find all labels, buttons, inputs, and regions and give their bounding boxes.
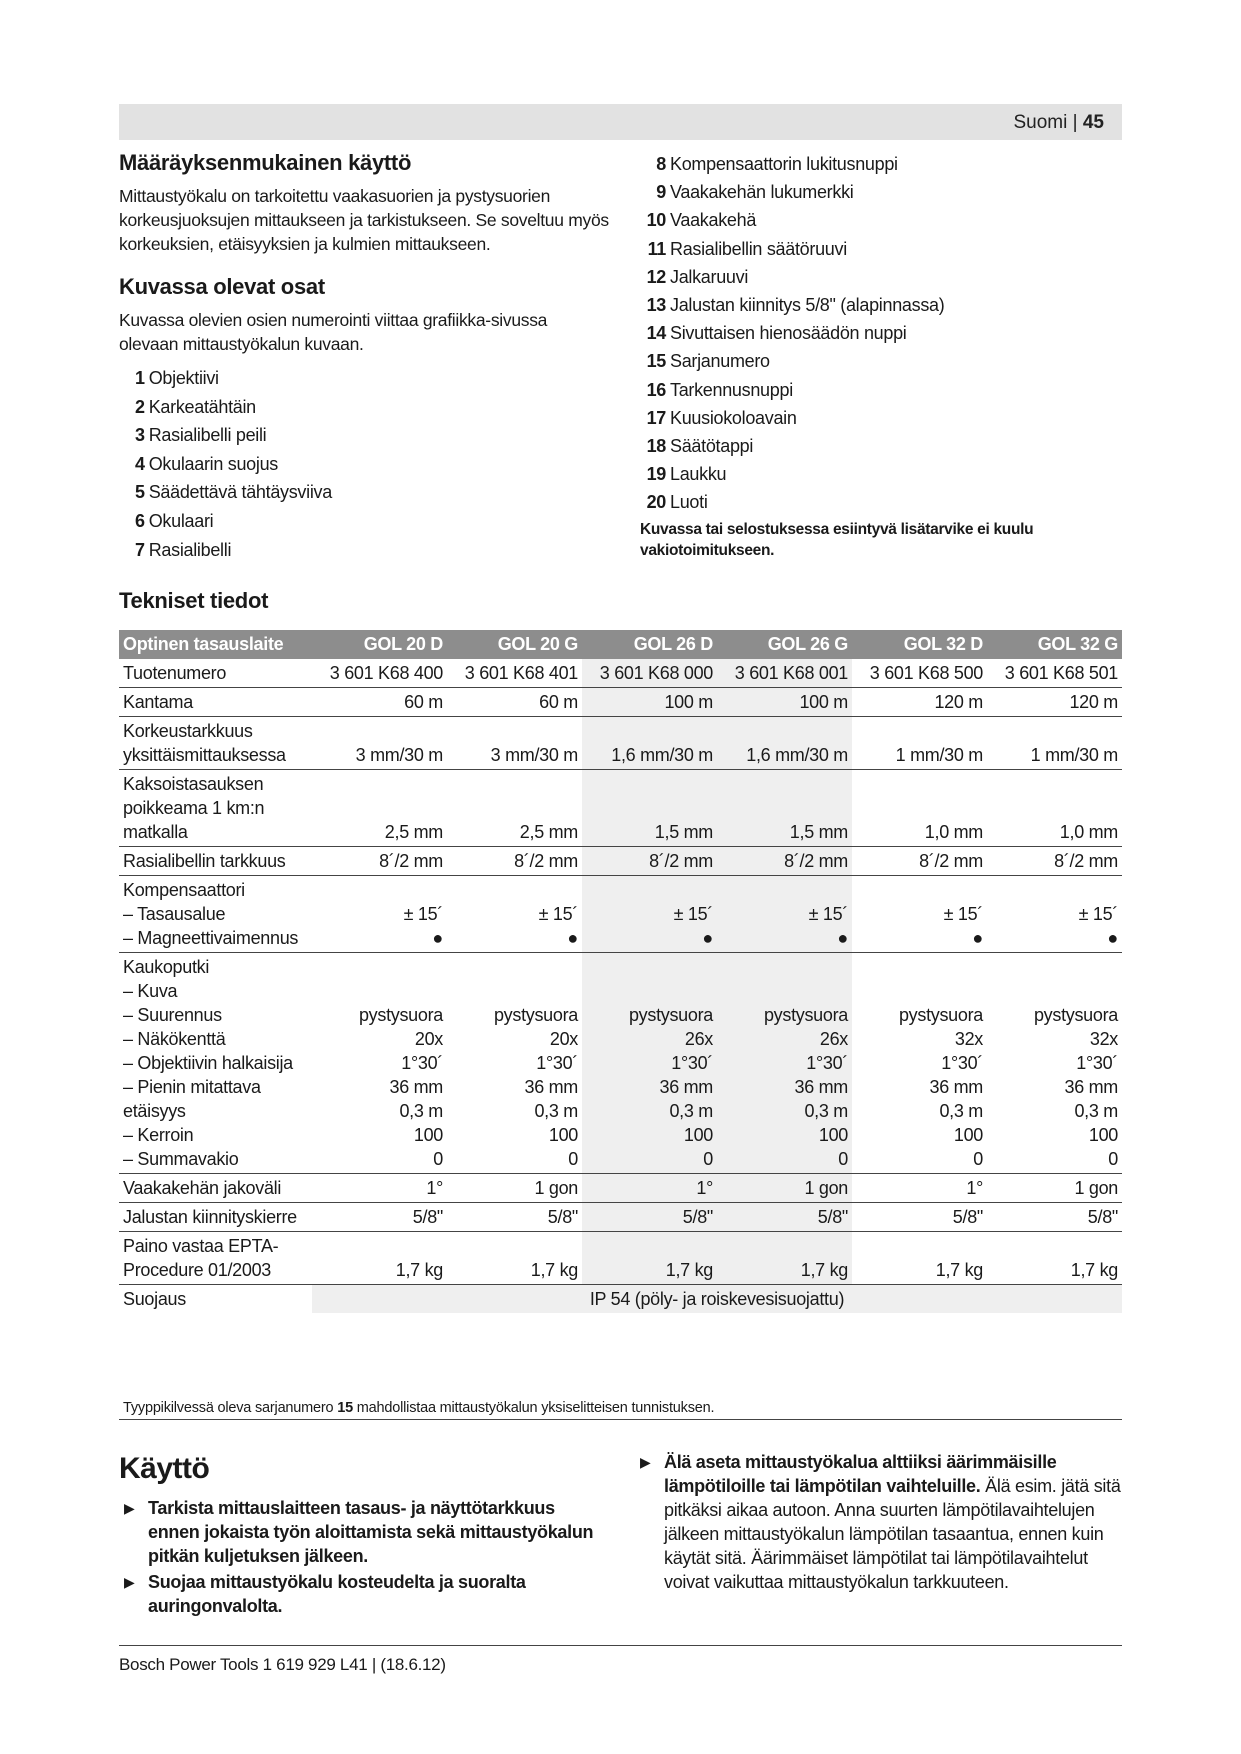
row-label — [119, 953, 312, 1174]
list-item — [640, 460, 1122, 488]
table-cell: 1 gon — [447, 1174, 582, 1203]
item-num: 7 — [135, 539, 145, 560]
list-item — [640, 150, 1122, 178]
table-cell: 5/8" — [987, 1203, 1122, 1232]
table-cell: 1,5 mm — [582, 770, 717, 847]
item-label: Säätötappi — [670, 436, 754, 457]
table-cell: 1,7 kg — [852, 1232, 987, 1285]
table-row — [119, 770, 1122, 847]
table-cell: 1 mm/30 m — [987, 717, 1122, 770]
diameter-value: 36 mm — [659, 1077, 713, 1097]
footer-rule — [119, 1645, 1122, 1646]
table-cell: 1,5 mm — [717, 770, 852, 847]
list-item — [640, 432, 1122, 460]
warning-3 — [640, 1450, 1122, 1594]
table-cell: 1,7 kg — [447, 1232, 582, 1285]
table-row — [119, 876, 1122, 953]
table-row — [119, 1203, 1122, 1232]
field-value: 1°30´ — [401, 1053, 443, 1073]
table-cell: 3 601 K68 501 — [987, 659, 1122, 688]
list-item — [135, 393, 609, 422]
table-cell: 8´/2 mm — [717, 847, 852, 876]
list-item — [135, 507, 609, 536]
damping-value: ● — [1107, 928, 1118, 948]
item-num: 15 — [646, 351, 666, 372]
mag-value: 26x — [684, 1029, 713, 1049]
table-cell: 120 m — [852, 688, 987, 717]
min-distance-value: 0,3 m — [1074, 1101, 1118, 1121]
table-cell: 120 m — [987, 688, 1122, 717]
compensator-damping-label: – Magneettivaimennus — [123, 928, 299, 948]
field-value: 1°30´ — [671, 1053, 713, 1073]
components-title: Kuvassa olevat osat — [119, 274, 325, 299]
min-distance-value: 0,3 m — [804, 1101, 848, 1121]
model-header: GOL 32 D — [852, 630, 987, 659]
item-label: Karkeatähtäin — [148, 396, 256, 417]
list-item — [640, 404, 1122, 432]
item-num: 19 — [646, 464, 666, 485]
table-cell: 3 601 K68 400 — [312, 659, 447, 688]
mag-value: 20x — [549, 1029, 578, 1049]
table-cell: 2,5 mm — [447, 770, 582, 847]
mag-value: 32x — [954, 1029, 983, 1049]
item-label: Kuusiokoloavain — [670, 407, 797, 428]
table-cell: 1° — [582, 1174, 717, 1203]
row-label: Tuotenumero — [119, 659, 312, 688]
table-row — [119, 688, 1122, 717]
image-value: pystysuora — [763, 1005, 848, 1025]
warning-text: Älä esim. jätä sitä pitkäksi aikaa autoon. Anna suurten lämpötilavaihtelujen jälkeen mittaustyökalun lämpötilan tasaantua, ennen kuin käytät sitä. Äärimmäiset lämpötilat tai lämpötilavaihtelut voivat vaikuttaa mittaustyökalun tarkkuuteen. — [664, 1476, 1121, 1592]
mag-value: 26x — [819, 1029, 848, 1049]
table-cell — [852, 876, 987, 953]
table-cell — [582, 953, 717, 1174]
item-num: 17 — [646, 407, 666, 428]
row-label: Kantama — [119, 688, 312, 717]
item-label: Sivuttaisen hienosäädön nuppi — [670, 323, 907, 344]
factor-value: 100 — [548, 1125, 578, 1145]
row-label — [119, 876, 312, 953]
list-item — [135, 478, 609, 507]
table-cell: IP 54 (pöly- ja roiskevesisuojattu) — [312, 1285, 1122, 1314]
table-cell: 3 601 K68 500 — [852, 659, 987, 688]
field-value: 1°30´ — [941, 1053, 983, 1073]
table-cell: 1,0 mm — [987, 770, 1122, 847]
row-label: Jalustan kiinnityskierre — [119, 1203, 312, 1232]
warning-1 — [124, 1496, 609, 1568]
table-row — [119, 1232, 1122, 1285]
list-item — [135, 450, 609, 479]
telescope-constant-label: – Summavakio — [123, 1149, 239, 1169]
item-label: Objektiivi — [148, 368, 219, 388]
components-list-left — [135, 364, 609, 564]
min-distance-value: 0,3 m — [534, 1101, 578, 1121]
range-value: ± 15´ — [538, 904, 578, 924]
table-cell: 8´/2 mm — [852, 847, 987, 876]
row-label: Vaakakehän jakoväli — [119, 1174, 312, 1203]
model-header: GOL 20 G — [447, 630, 582, 659]
table-cell: 8´/2 mm — [582, 847, 717, 876]
item-num: 10 — [646, 210, 666, 231]
table-cell: 3 mm/30 m — [312, 717, 447, 770]
min-distance-value: 0,3 m — [669, 1101, 713, 1121]
item-num: 12 — [646, 266, 666, 287]
damping-value: ● — [972, 928, 983, 948]
list-item — [640, 235, 1122, 263]
mag-value: 20x — [414, 1029, 443, 1049]
min-distance-value: 0,3 m — [399, 1101, 443, 1121]
table-cell: 2,5 mm — [312, 770, 447, 847]
item-label: Rasialibelli peili — [148, 425, 267, 446]
list-item — [640, 206, 1122, 234]
model-header: GOL 20 D — [312, 630, 447, 659]
range-value: ± 15´ — [808, 904, 848, 924]
list-item — [640, 178, 1122, 206]
item-label: Jalkaruuvi — [670, 266, 749, 287]
diameter-value: 36 mm — [929, 1077, 983, 1097]
telescope-image-label: – Kuva — [123, 981, 178, 1001]
telescope-diameter-label: – Objektiivin halkaisija — [123, 1053, 293, 1073]
constant-value: 0 — [433, 1149, 443, 1169]
item-num: 1 — [135, 368, 145, 388]
table-footnote — [119, 1397, 1122, 1420]
damping-value: ● — [702, 928, 713, 948]
constant-value: 0 — [1108, 1149, 1118, 1169]
list-item — [135, 364, 609, 393]
table-cell: 100 m — [582, 688, 717, 717]
table-cell — [582, 876, 717, 953]
row-label: Kaksoistasauksen poikkeama 1 km:n matkalla — [119, 770, 312, 847]
list-item — [135, 421, 609, 450]
telescope-factor-label: – Kerroin — [123, 1125, 194, 1145]
spec-table — [119, 630, 1122, 1313]
table-cell: 5/8" — [717, 1203, 852, 1232]
field-value: 1°30´ — [536, 1053, 578, 1073]
mag-value: 32x — [1089, 1029, 1118, 1049]
header-language: Suomi | — [1013, 112, 1078, 133]
table-row — [119, 1285, 1122, 1314]
diameter-value: 36 mm — [794, 1077, 848, 1097]
table-cell: 60 m — [447, 688, 582, 717]
table-cell: 1,6 mm/30 m — [717, 717, 852, 770]
diameter-value: 36 mm — [389, 1077, 443, 1097]
table-cell: 1 mm/30 m — [852, 717, 987, 770]
tech-title: Tekniset tiedot — [119, 588, 269, 613]
item-label: Vaakakehä — [670, 210, 757, 231]
table-cell: 100 m — [717, 688, 852, 717]
telescope-magnification-label: – Suurennus — [123, 1005, 222, 1025]
table-cell: 5/8" — [312, 1203, 447, 1232]
item-num: 11 — [647, 238, 666, 259]
factor-value: 100 — [413, 1125, 443, 1145]
compensator-label: Kompensaattori — [123, 880, 245, 900]
image-value: pystysuora — [358, 1005, 443, 1025]
table-row — [119, 659, 1122, 688]
footnote-number: 15 — [337, 1400, 353, 1416]
list-item — [640, 347, 1122, 375]
list-item — [640, 319, 1122, 347]
item-num: 6 — [135, 510, 145, 531]
table-cell: 1,7 kg — [312, 1232, 447, 1285]
item-label: Laukku — [670, 464, 727, 485]
warning-bold-text: Älä aseta mittaustyökalua alttiiksi äärimmäisille lämpötiloille tai lämpötilan vaihteluille. — [664, 1452, 1057, 1496]
table-cell — [987, 876, 1122, 953]
item-label: Rasialibellin säätöruuvi — [670, 238, 847, 259]
page-header — [119, 104, 1122, 140]
table-cell: 1,6 mm/30 m — [582, 717, 717, 770]
item-label: Kompensaattorin lukitusnuppi — [670, 154, 898, 174]
model-header: GOL 26 D — [582, 630, 717, 659]
table-cell: 1 gon — [717, 1174, 852, 1203]
table-cell — [987, 953, 1122, 1174]
damping-value: ● — [432, 928, 443, 948]
components-list-right — [640, 150, 1122, 517]
arrow-icon: ▶ — [124, 1500, 135, 1516]
table-row — [119, 847, 1122, 876]
arrow-icon: ▶ — [124, 1574, 135, 1590]
table-cell: 8´/2 mm — [987, 847, 1122, 876]
item-num: 5 — [135, 482, 145, 503]
table-cell: 1,7 kg — [582, 1232, 717, 1285]
table-cell: 8´/2 mm — [447, 847, 582, 876]
image-value: pystysuora — [898, 1005, 983, 1025]
constant-value: 0 — [973, 1149, 983, 1169]
table-row — [119, 1174, 1122, 1203]
table-cell: 3 mm/30 m — [447, 717, 582, 770]
item-num: 9 — [656, 182, 666, 203]
item-num: 4 — [135, 453, 145, 474]
row-label: Suojaus — [123, 1289, 186, 1309]
left-column — [119, 150, 609, 564]
item-label: Säädettävä tähtäysviiva — [148, 482, 332, 503]
table-cell — [717, 876, 852, 953]
table-cell — [447, 876, 582, 953]
table-cell: 1,7 kg — [987, 1232, 1122, 1285]
list-item — [640, 263, 1122, 291]
item-label: Rasialibelli — [148, 539, 232, 560]
footer-text: Bosch Power Tools 1 619 929 L41 | (18.6.12) — [119, 1655, 446, 1674]
item-num: 14 — [646, 323, 666, 344]
intended-use-text: Mittaustyökalu on tarkoitettu vaakasuorien ja pystysuorien korkeusjuoksujen mittaukseen ja tarkistukseen. Se soveltuu myös korkeuksien, etäisyyksien ja kulmien mittaukseen. — [119, 186, 609, 254]
arrow-icon: ▶ — [640, 1454, 651, 1470]
components-text: Kuvassa olevien osien numerointi viittaa grafiikka-sivussa olevaan mittaustyökalun kuvaan. — [119, 310, 548, 354]
item-label: Vaakakehän lukumerkki — [670, 182, 854, 203]
table-cell — [312, 953, 447, 1174]
item-label: Jalustan kiinnitys 5/8" (alapinnassa) — [670, 295, 945, 316]
damping-value: ● — [837, 928, 848, 948]
table-cell: 1° — [312, 1174, 447, 1203]
table-cell — [447, 953, 582, 1174]
telescope-min-distance-label: – Pienin mitattava etäisyys — [123, 1077, 261, 1121]
table-cell: 1° — [852, 1174, 987, 1203]
item-num: 8 — [656, 154, 666, 174]
table-cell: 8´/2 mm — [312, 847, 447, 876]
warning-text: Tarkista mittauslaitteen tasaus- ja näyttötarkkuus ennen jokaista työn aloittamista sekä mittaustyökalun pitkän kuljetuksen jälkeen. — [148, 1498, 594, 1566]
constant-value: 0 — [838, 1149, 848, 1169]
diameter-value: 36 mm — [1064, 1077, 1118, 1097]
item-label: Okulaari — [148, 510, 214, 531]
factor-value: 100 — [683, 1125, 713, 1145]
table-cell: 5/8" — [852, 1203, 987, 1232]
row-label: Korkeustarkkuus yksittäismittauksessa — [119, 717, 312, 770]
image-value: pystysuora — [493, 1005, 578, 1025]
warning-2 — [124, 1570, 609, 1618]
table-cell — [312, 876, 447, 953]
constant-value: 0 — [568, 1149, 578, 1169]
model-header: GOL 32 G — [987, 630, 1122, 659]
item-num: 20 — [646, 492, 666, 513]
item-num: 3 — [135, 425, 145, 446]
accessory-note: Kuvassa tai selostuksessa esiintyvä lisätarvike ei kuulu vakiotoimitukseen. — [640, 520, 1034, 559]
factor-value: 100 — [953, 1125, 983, 1145]
constant-value: 0 — [703, 1149, 713, 1169]
table-cell: 60 m — [312, 688, 447, 717]
table-cell: 5/8" — [447, 1203, 582, 1232]
page-number — [1014, 112, 1105, 134]
table-row — [119, 953, 1122, 1174]
telescope-field-label: – Näkökenttä — [123, 1029, 226, 1049]
table-cell: 1,7 kg — [717, 1232, 852, 1285]
table-row — [119, 717, 1122, 770]
table-cell: 1,0 mm — [852, 770, 987, 847]
list-item — [640, 376, 1122, 404]
model-header: GOL 26 G — [717, 630, 852, 659]
factor-value: 100 — [818, 1125, 848, 1145]
table-cell: 3 601 K68 001 — [717, 659, 852, 688]
range-value: ± 15´ — [1078, 904, 1118, 924]
min-distance-value: 0,3 m — [939, 1101, 983, 1121]
row-label: Paino vastaa EPTA-Procedure 01/2003 — [119, 1232, 312, 1285]
table-header-row — [119, 630, 1122, 659]
footnote-text-post: mahdollistaa mittaustyökalun yksiselitteisen tunnistuksen. — [352, 1400, 715, 1416]
telescope-label: Kaukoputki — [123, 957, 210, 977]
footnote-text-pre: Tyyppikilvessä oleva sarjanumero — [123, 1400, 338, 1416]
image-value: pystysuora — [628, 1005, 713, 1025]
item-num: 16 — [646, 379, 666, 400]
damping-value: ● — [567, 928, 578, 948]
table-cell: 1 gon — [987, 1174, 1122, 1203]
item-label: Luoti — [670, 492, 708, 513]
header-page-number: 45 — [1082, 112, 1104, 133]
item-num: 13 — [646, 295, 666, 316]
warning-text: Suojaa mittaustyökalu kosteudelta ja suoralta auringonvalolta. — [148, 1572, 526, 1616]
range-value: ± 15´ — [673, 904, 713, 924]
table-cell: 3 601 K68 000 — [582, 659, 717, 688]
field-value: 1°30´ — [806, 1053, 848, 1073]
range-value: ± 15´ — [403, 904, 443, 924]
item-label: Tarkennusnuppi — [670, 379, 793, 400]
diameter-value: 36 mm — [524, 1077, 578, 1097]
list-item — [640, 291, 1122, 319]
item-label: Sarjanumero — [670, 351, 770, 372]
table-cell — [717, 953, 852, 1174]
item-num: 18 — [646, 436, 666, 457]
field-value: 1°30´ — [1076, 1053, 1118, 1073]
factor-value: 100 — [1088, 1125, 1118, 1145]
list-item — [135, 536, 609, 565]
right-column — [640, 150, 1122, 561]
table-cell: 3 601 K68 401 — [447, 659, 582, 688]
range-value: ± 15´ — [943, 904, 983, 924]
row-label: Rasialibellin tarkkuus — [119, 847, 312, 876]
image-value: pystysuora — [1033, 1005, 1118, 1025]
operation-title: Käyttö — [119, 1452, 210, 1485]
compensator-range-label: – Tasausalue — [123, 904, 226, 924]
list-item — [640, 488, 1122, 516]
table-head-label: Optinen tasauslaite — [119, 630, 312, 659]
item-num: 2 — [135, 396, 145, 417]
item-label: Okulaarin suojus — [148, 453, 278, 474]
intended-use-title: Määräyksenmukainen käyttö — [119, 150, 412, 175]
table-cell — [852, 953, 987, 1174]
table-cell: 5/8" — [582, 1203, 717, 1232]
